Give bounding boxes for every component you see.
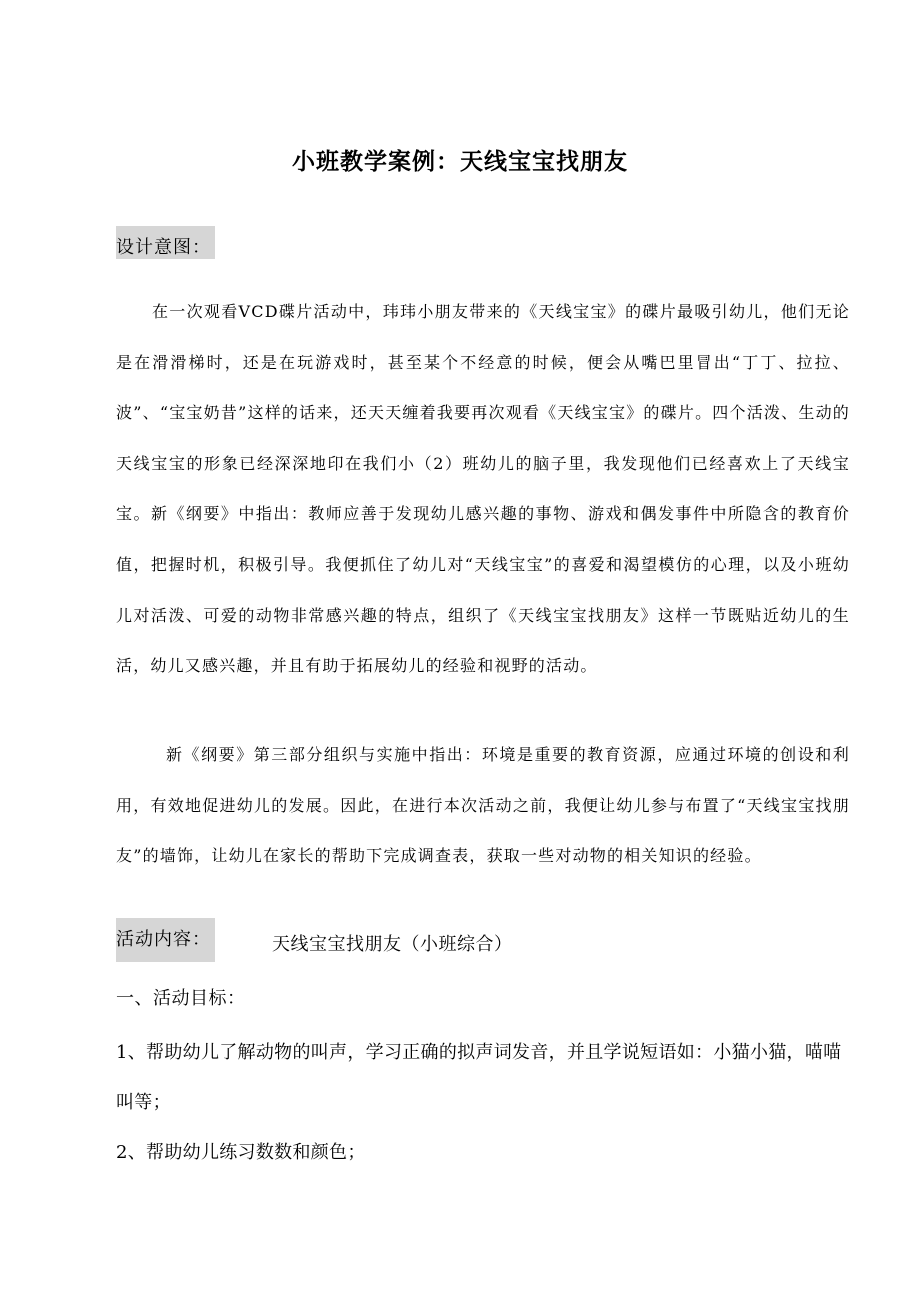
activity-content-value: 天线宝宝找朋友（小班综合） [272,934,513,955]
activity-content-label: 活动内容： [116,918,215,962]
goals-heading: 一、活动目标： [116,988,246,1009]
goal-item-1: 1、帮助幼儿了解动物的叫声，学习正确的拟声词发音，并且学说短语如：小猫小猫，喵喵叫等； [116,1042,842,1113]
design-intent-label: 设计意图： [116,226,215,259]
goal-item-2: 2、帮助幼儿练习数数和颜色； [116,1142,366,1163]
design-paragraph-1: 在一次观看VCD碟片活动中，玮玮小朋友带来的《天线宝宝》的碟片最吸引幼儿，他们无论是在滑滑梯时，还是在玩游戏时，甚至某个不经意的时候，便会从嘴巴里冒出“丁丁、拉拉、波”、“宝宝奶昔”这样的话来，还天天缠着我要再次观看《天线宝宝》的碟片。四个活泼、生动的天线宝宝的形象已经深深地印在我们小（2）班幼儿的脑子里，我发现他们已经喜欢上了天线宝宝。新《纲要》中指出：教师应善于发现幼儿感兴趣的事物、游戏和偶发事件中所隐含的教育价值，把握时机，积极引导。我便抓住了幼儿对“天线宝宝”的喜爱和渴望模仿的心理，以及小班幼儿对活泼、可爱的动物非常感兴趣的特点，组织了《天线宝宝找朋友》这样一节既贴近幼儿的生活，幼儿又感兴趣，并且有助于拓展幼儿的经验和视野的活动。 [116,302,850,676]
document-title: 小班教学案例：天线宝宝找朋友 [292,148,628,175]
design-paragraph-2: 新《纲要》第三部分组织与实施中指出：环境是重要的教育资源，应通过环境的创设和利用，有效地促进幼儿的发展。因此，在进行本次活动之前，我便让幼儿参与布置了“天线宝宝找朋友”的墙饰，让幼儿在家长的帮助下完成调查表，获取一些对动物的相关知识的经验。 [116,745,850,866]
